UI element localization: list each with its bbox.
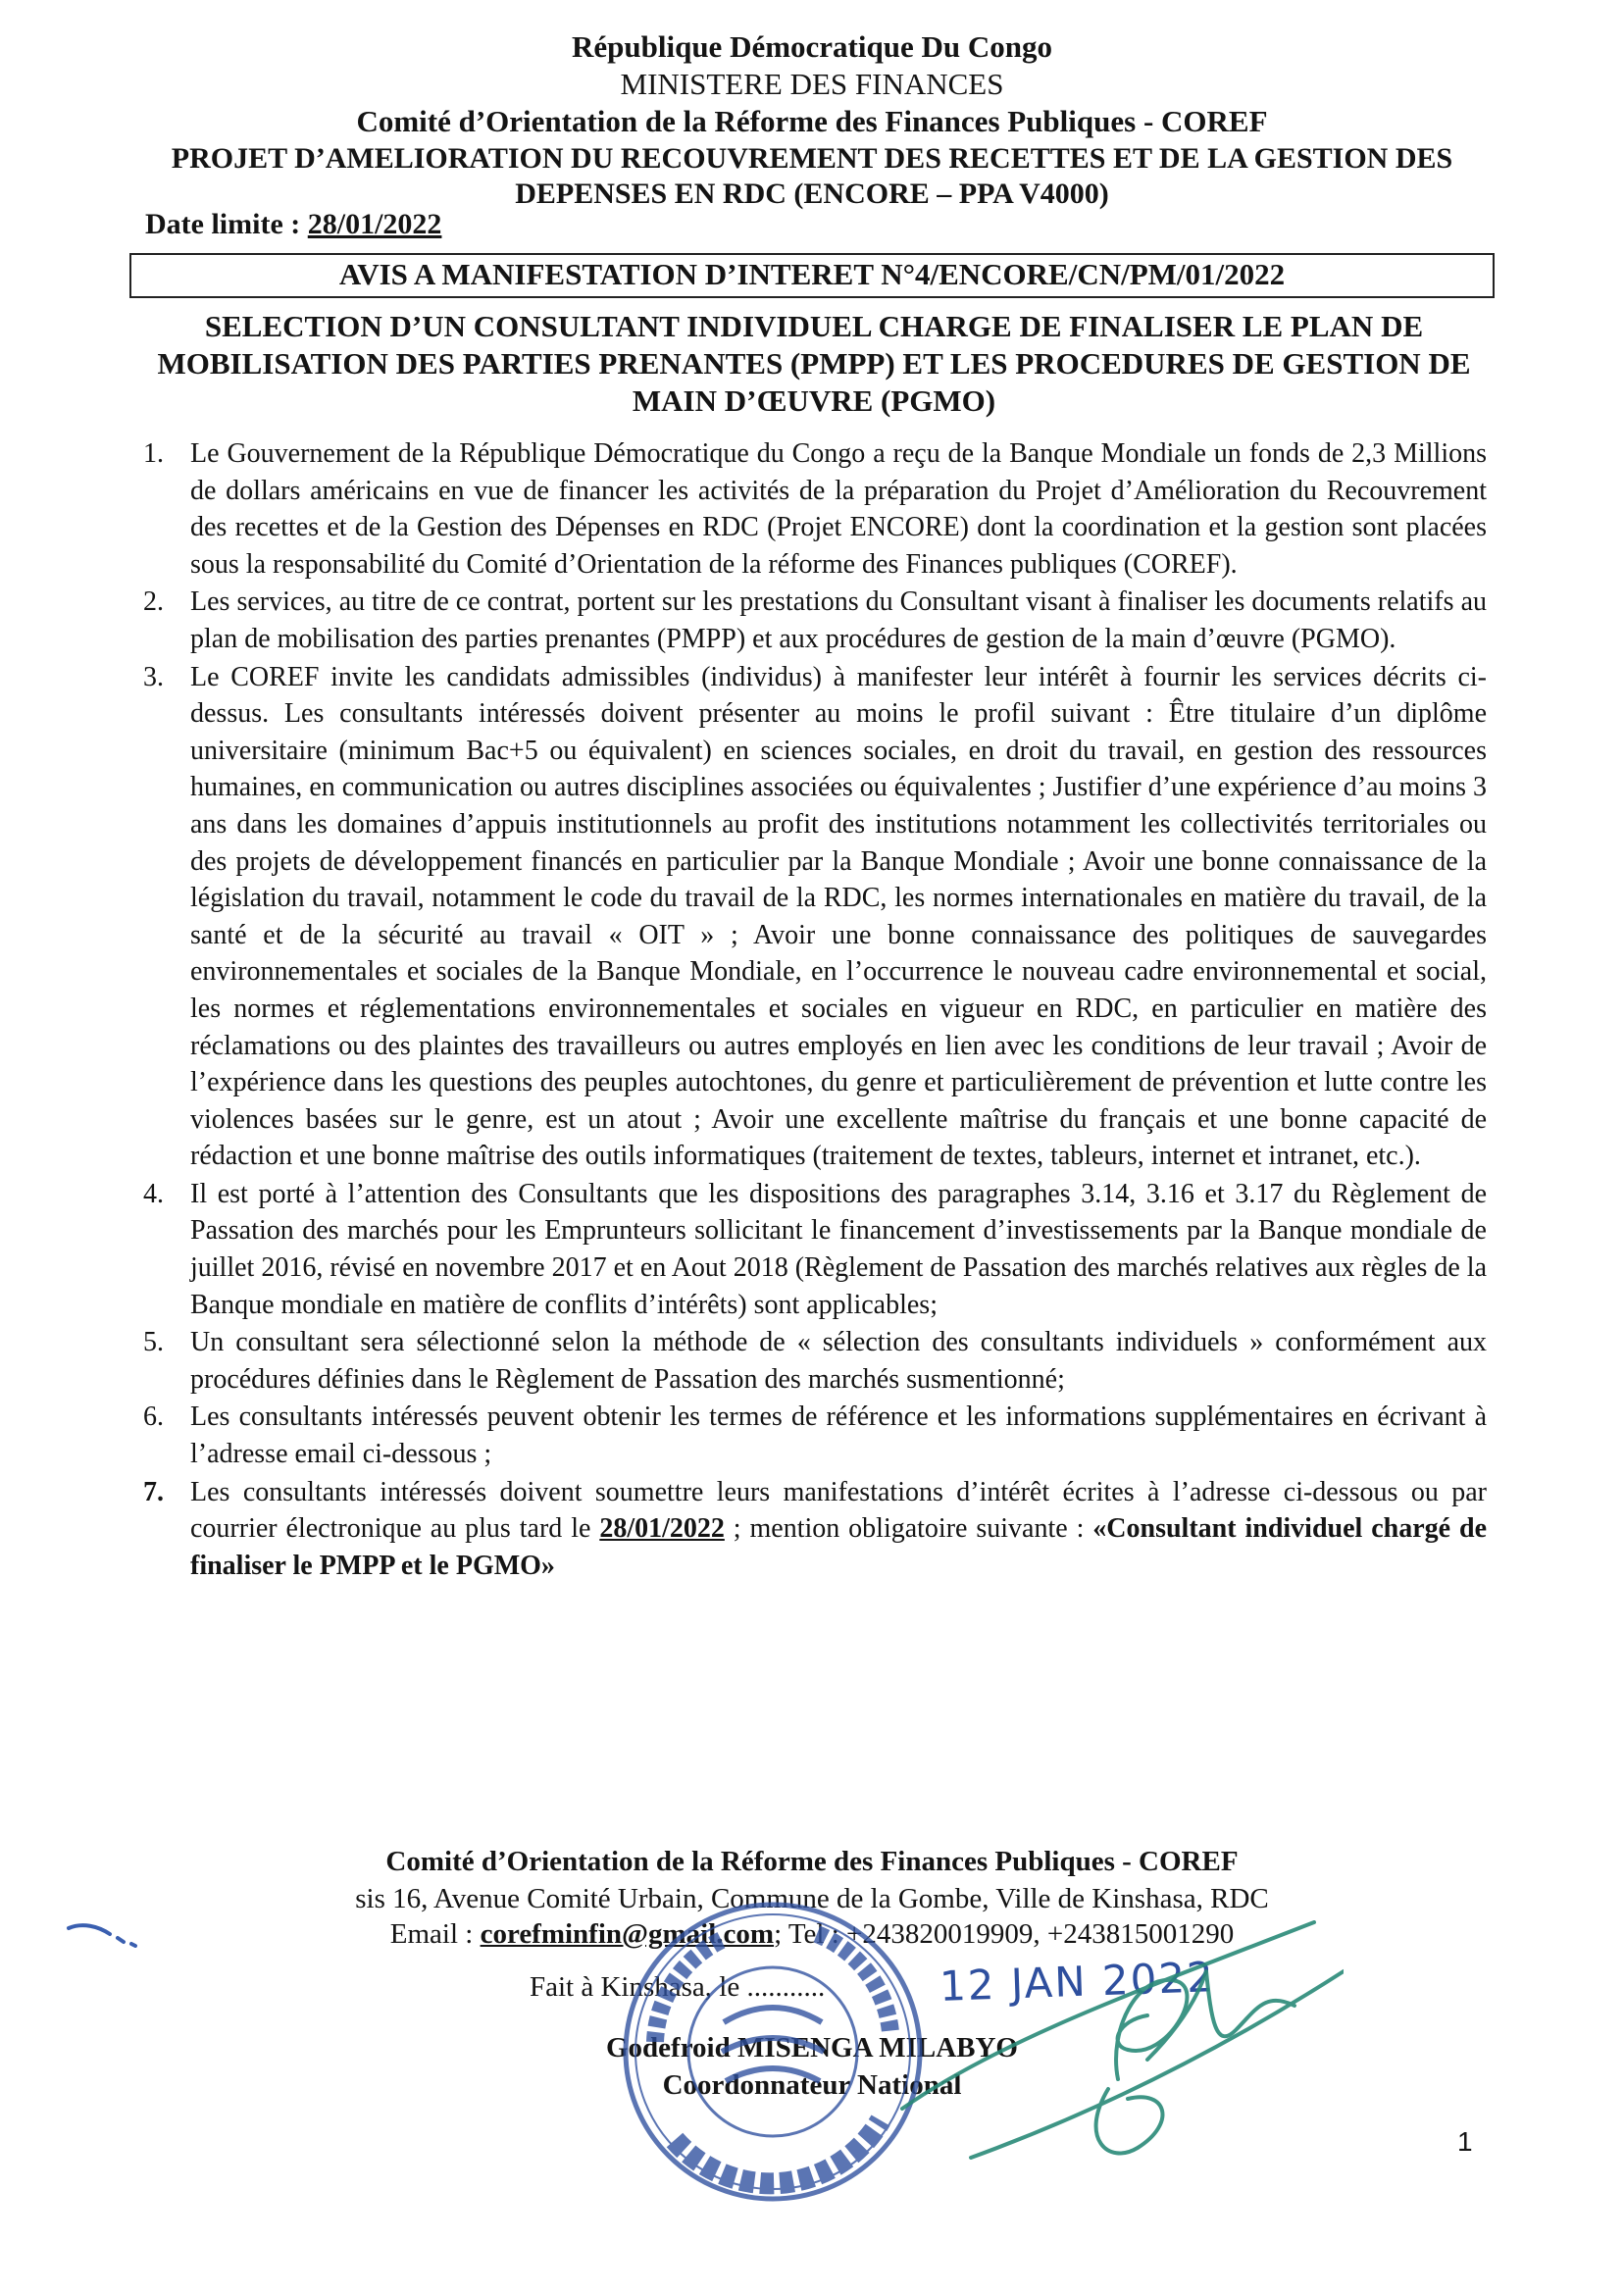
pen-mark-icon xyxy=(63,1918,141,1948)
signatory-role: Coordonnateur National xyxy=(662,2069,962,2101)
email-label: Email : xyxy=(389,1918,481,1950)
item-text: Il est porté à l’attention des Consultants que les dispositions des paragraphes 3.14, 3.16 et 3.17 du Règlement de Passation des marchés pour les Emprunteurs sollicitant le financement d’investissements par la Banque mondiale de juillet 2016, révisé en novembre 2017 et en Aout 2018 (Règlement de Passation des marchés relatives aux règles de la Banque mondiale en matière de conflits d’intérêts) sont applicables; xyxy=(190,1178,1487,1320)
item-number: 6. xyxy=(143,1401,164,1433)
phone-numbers: ; Tel : +243820019909, +243815001290 xyxy=(774,1918,1235,1950)
email-link[interactable]: corefminfin@gmail.com xyxy=(480,1918,775,1950)
deadline-date: 28/01/2022 xyxy=(307,208,442,240)
footer-address: sis 16, Avenue Comité Urbain, Commune de la Gombe, Ville de Kinshasa, RDC xyxy=(355,1883,1269,1914)
item-number: 5. xyxy=(143,1327,164,1358)
footer-org: Comité d’Orientation de la Réforme des Finances Publiques - COREF xyxy=(385,1846,1239,1877)
header-country: République Démocratique Du Congo xyxy=(571,29,1052,64)
header-committee: Comité d’Orientation de la Réforme des Finances Publiques - COREF xyxy=(356,104,1268,138)
item7-text-middle: ; mention obligatoire suivante : xyxy=(724,1513,1093,1545)
item-text: Les consultants intéressés peuvent obtenir les termes de référence et les informations supplémentaires en écrivant à l’adresse email ci-dessous ; xyxy=(190,1401,1487,1470)
item-text: Le Gouvernement de la République Démocratique du Congo a reçu de la Banque Mondiale un fonds de 2,3 Millions de dollars américains en vue de financer les activités de la préparation du Projet d’Amélioration du Recouvrement des recettes et de la Gestion des Dépenses en RDC (Projet ENCORE) dont la coordination et la gestion sont placées sous la responsabilité du Comité d’Orientation de la réforme des Finances publiques (COREF). xyxy=(190,438,1487,580)
header-ministry: MINISTERE DES FINANCES xyxy=(620,67,1004,101)
place-date-line: Fait à Kinshasa, le ........... xyxy=(530,1971,826,2003)
item-text: Un consultant sera sélectionné selon la méthode de « sélection des consultants individuels » conformément aux procédures définies dans le Règlement de Passation des marchés susmentionné; xyxy=(190,1327,1487,1395)
list-item xyxy=(137,435,1487,583)
deadline-label: Date limite : xyxy=(145,208,301,240)
item7-mention: «Consultant individuel chargé de finaliser le PMPP et le PGMO» xyxy=(190,1513,1487,1581)
signatory-name: Godefroid MISENGA MILABYO xyxy=(605,2032,1018,2064)
notice-title: AVIS A MANIFESTATION D’INTERET N°4/ENCORE/CN/PM/01/2022 xyxy=(338,257,1286,291)
page-number: 1 xyxy=(1457,2126,1473,2157)
item-number: 1. xyxy=(143,438,164,469)
notice-subject: SELECTION D’UN CONSULTANT INDIVIDUEL CHARGE DE FINALISER LE PLAN DE MOBILISATION DES PARTIES PRENANTES (PMPP) ET LES PROCEDURES DE GESTION DE MAIN D’ŒUVRE (PGMO) xyxy=(157,309,1471,418)
deadline xyxy=(145,208,441,241)
list-item xyxy=(137,584,1487,657)
item7-text-before: Les consultants intéressés doivent soumettre leurs manifestations d’intérêt écrites à l’adresse ci-dessous ou par courrier électronique au plus tard le xyxy=(190,1476,1487,1545)
item-text xyxy=(190,1474,1487,1585)
notice-title-box xyxy=(129,253,1495,298)
list-item xyxy=(137,1324,1487,1398)
item-number: 4. xyxy=(143,1178,164,1209)
header-project-line2: DEPENSES EN RDC (ENCORE – PPA V4000) xyxy=(515,178,1109,210)
item-number: 2. xyxy=(143,586,164,618)
header-project-line1: PROJET D’AMELIORATION DU RECOUVREMENT DES RECETTES ET DE LA GESTION DES xyxy=(171,142,1453,175)
list-item xyxy=(137,1399,1487,1472)
date-stamp: 12 JAN 2022 xyxy=(939,1953,1216,2011)
list-item xyxy=(137,659,1487,1175)
item7-deadline-date: 28/01/2022 xyxy=(599,1513,725,1545)
item-text: Le COREF invite les candidats admissibles (individus) à manifester leur intérêt à fournir les services décrits ci-dessus. Les consultants intéressés doivent présenter au moins le profil suivant : Être titulaire d’un diplôme universitaire (minimum Bac+5 ou équivalent) en sciences sociales, en droit du travail, en gestion des ressources humaines, en communication ou autres disciplines associées ou équivalentes ; Justifier d’une expérience d’au moins 3 ans dans les domaines d’appuis institutionnels au profit des institutions notamment les collectivités territoriales ou des projets de développement financés en particulier par la Banque Mondiale ; Avoir une bonne connaissance de la législation du travail, notamment le code du travail de la RDC, les normes internationales en matière du travail, de la santé et de la sécurité au travail « OIT » ; Avoir une bonne connaissance des politiques de sauvegardes environnementales et sociales de la Banque Mondiale, en l’occurrence le nouveau cadre environnemental et social, les normes et réglementations environnementales et sociales en vigueur en RDC, en particulier en matière des réclamations ou des plaintes des travailleurs ou autres employés en lien avec les conditions de leur travail ; Avoir de l’expérience dans les questions des peuples autochtones, du genre et particulièrement de prévention et lutte contre les violences basées sur le genre, est un atout ; Avoir une excellente maîtrise du français et une bonne capacité de rédaction et une bonne maîtrise des outils informatiques (traitement de textes, tableurs, internet et intranet, etc.). xyxy=(190,661,1487,1172)
item-number: 3. xyxy=(143,661,164,692)
item-text: Les services, au titre de ce contrat, portent sur les prestations du Consultant visant à finaliser les documents relatifs au plan de mobilisation des parties prenantes (PMPP) et aux procédures de gestion de la main d’œuvre (PGMO). xyxy=(190,586,1487,654)
list-item xyxy=(137,1474,1487,1585)
list-item xyxy=(137,1176,1487,1323)
notice-items xyxy=(137,435,1487,1585)
item-number: 7. xyxy=(143,1476,164,1507)
handwritten-signature-icon xyxy=(883,1912,1344,2167)
